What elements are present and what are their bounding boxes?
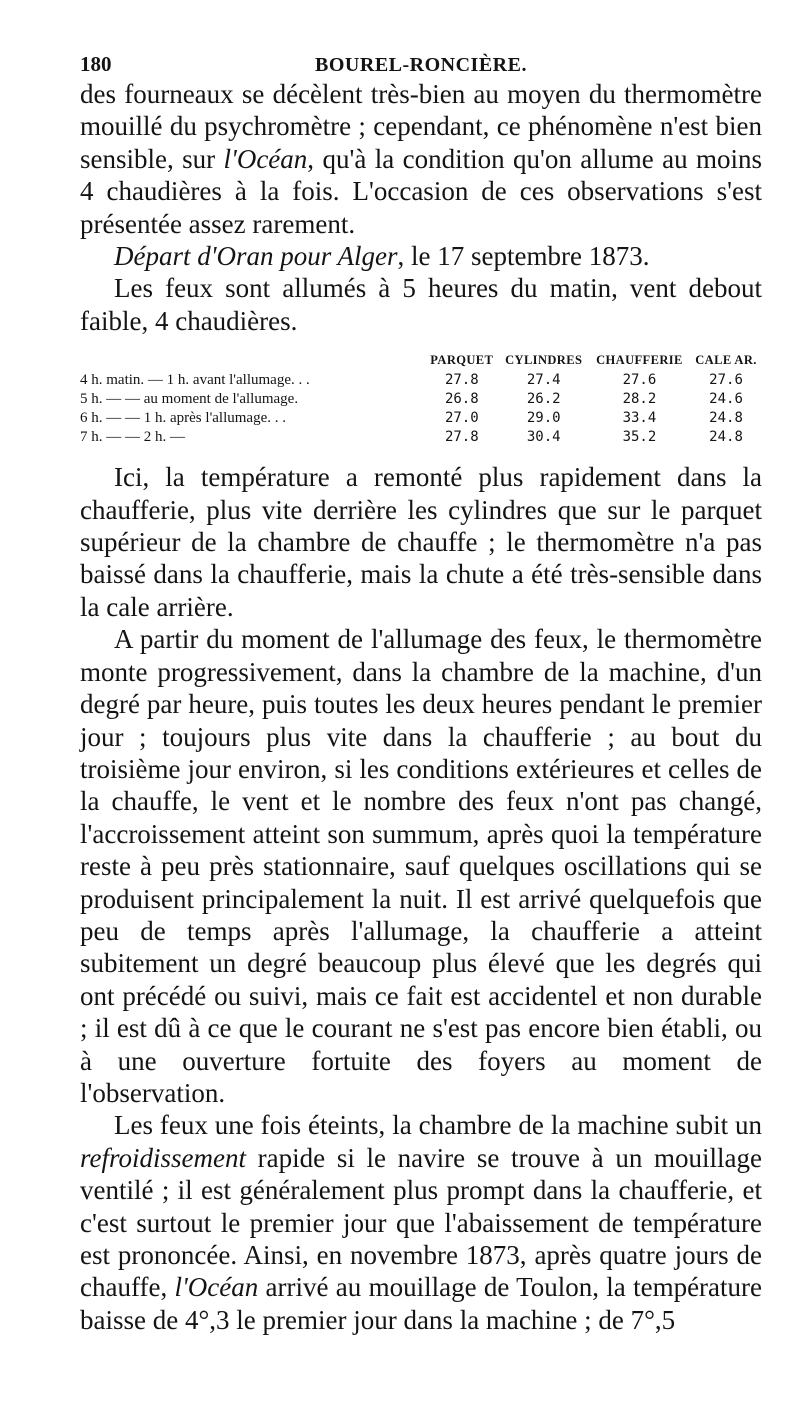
column-header: CHAUFFERIE	[596, 353, 683, 368]
ship-name: l'Océan	[174, 1272, 259, 1303]
table-row	[80, 409, 762, 428]
table-corner	[80, 351, 425, 371]
table-cell: 26.8	[444, 391, 479, 408]
table-cell: 28.2	[622, 391, 657, 408]
departure-place: Départ d'Oran pour Alger	[114, 241, 398, 272]
table-cell: 27.8	[444, 429, 479, 446]
paragraph-cooling: Les feux une fois éteints, la chambre de la machine subit un refroidissement rapide si le navire se trouve à un mouillage ventilé ; il est généralement plus prompt dans la chaufferie, et c'est surtout le premier jour que l'abaissement de température est prononcée. Ainsi, en novembre 1873, après quatre jours de chauffe, l'Océan arrivé au mouillage de Toulon, la température baisse de 4°,3 le premier jour dans la machine ; de 7°,5	[80, 1110, 762, 1335]
table-cell: 27.6	[709, 372, 743, 389]
temperature-table	[80, 351, 762, 447]
ship-name: l'Océan	[223, 143, 308, 174]
table-cell: 29.0	[526, 410, 561, 427]
paragraph-continuation: des fourneaux se décèlent très-bien au moyen du thermomètre mouillé du psychromètre ; cependant, ce phénomène n'est bien sensible, sur l'Océan, qu'à la condition qu'on allume au moins 4 chaudières à la fois. L'occasion de ces observations s'est présentée assez rarement.	[80, 79, 763, 239]
table-cell: 26.2	[526, 391, 561, 408]
italic-term: refroidissement	[80, 1142, 246, 1173]
table-cell: 35.2	[622, 429, 657, 446]
running-title: BOUREL-RONCIÈRE.	[315, 54, 527, 76]
row-label: 7 h. — — 2 h. —	[80, 429, 185, 446]
row-label: 5 h. — — au moment de l'allumage.	[80, 391, 299, 408]
table-cell: 24.6	[709, 391, 743, 408]
page-number: 180	[80, 52, 112, 76]
departure-date: , le 17 septembre 1873.	[397, 241, 650, 272]
column-header: PARQUET	[430, 353, 494, 368]
departure-heading	[80, 240, 762, 272]
paragraph-heating: A partir du moment de l'allumage des feux, le thermomètre monte progressivement, dans la chambre de la machine, d'un degré par heure, puis toutes les deux heures pendant le premier jour ; toujours plus vite dans la chaufferie ; au bout du troisième jour environ, si les conditions extérieures et celles de la chauffe, le vent et le nombre des feux n'ont pas changé, l'accroissement atteint son summum, après quoi la température reste à peu près stationnaire, sauf quelques oscillations qui se produisent principalement la nuit. Il est arrivé quelquefois que peu de temps après l'allumage, la chaufferie a atteint subitement un degré beaucoup plus élevé que les degrés qui ont précédé ou suivi, mais ce fait est accidentel et non durable ; il est dû à ce que le courant ne s'est pas encore bien établi, ou à une ouverture fortuite des foyers au moment de l'observation.	[80, 624, 762, 1108]
paragraph-analysis: Ici, la température a remonté plus rapidement dans la chaufferie, plus vite derrière les cylindres que sur le parquet supérieur de la chambre de chauffe ; le thermomètre n'a pas baissé dans la chaufferie, mais la chute a été très-sensible dans la cale arrière.	[80, 462, 762, 622]
table-cell: 24.8	[709, 429, 743, 446]
column-header: CYLINDRES	[505, 353, 583, 368]
paragraph-conditions: Les feux sont allumés à 5 heures du matin, vent debout faible, 4 chaudières.	[80, 273, 762, 336]
table-row	[80, 428, 762, 447]
table-row	[80, 390, 762, 409]
table-cell: 27.4	[526, 372, 561, 389]
table-row	[80, 371, 762, 390]
table-cell: 27.8	[444, 372, 479, 389]
table-cell: 30.4	[526, 429, 561, 446]
row-label: 4 h. matin. — 1 h. avant l'allumage. . .	[80, 372, 310, 389]
table-header-row	[80, 351, 762, 371]
table-cell: 27.0	[444, 410, 479, 427]
column-header: CALE AR.	[695, 353, 757, 368]
page-header	[80, 0, 762, 78]
table-cell: 24.8	[709, 410, 743, 427]
table-cell: 33.4	[622, 410, 657, 427]
table-cell: 27.6	[622, 372, 657, 389]
row-label: 6 h. — — 1 h. après l'allumage. . .	[80, 410, 286, 427]
